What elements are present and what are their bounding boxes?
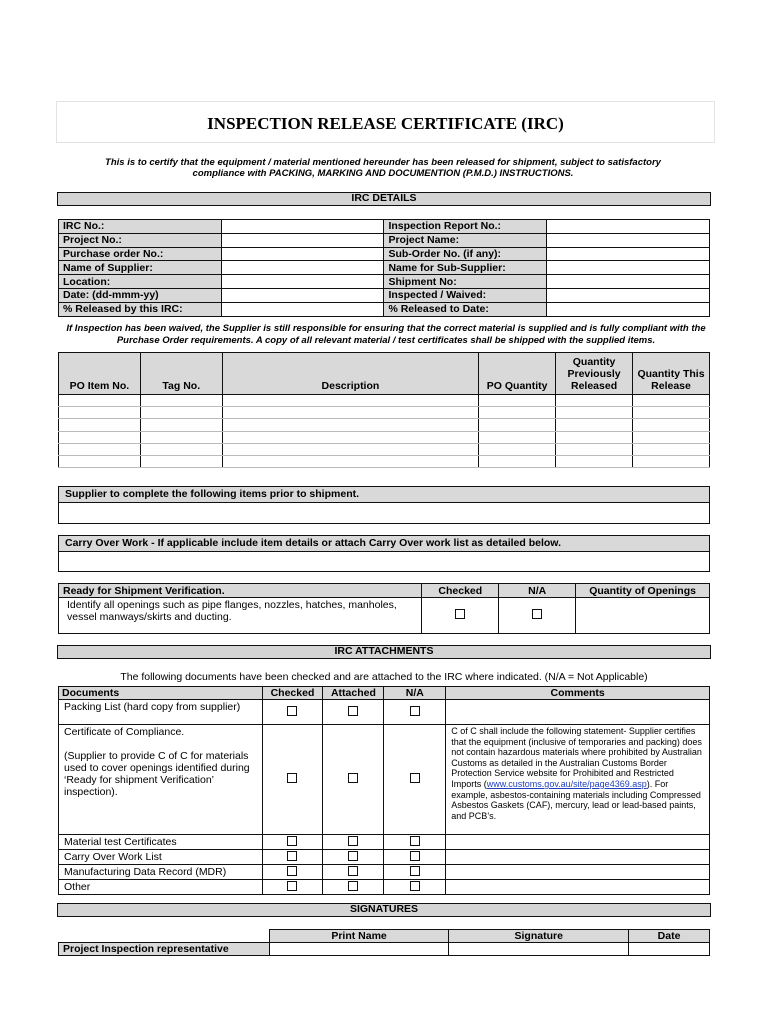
ready-openings-input[interactable]: [576, 598, 710, 634]
carry-over-heading: Carry Over Work - If applicable include item details or attach Carry Over work list as detailed below.: [59, 536, 709, 552]
item-cell[interactable]: [556, 395, 633, 407]
item-cell[interactable]: [633, 431, 710, 443]
item-cell[interactable]: [479, 455, 556, 467]
att-check-cell: [384, 700, 446, 725]
irc-detail-value[interactable]: [547, 233, 710, 247]
att-col-checked: Checked: [262, 687, 323, 700]
att-doc-coc: Certificate of Compliance.: [64, 726, 185, 738]
col-tag: Tag No.: [140, 353, 222, 395]
irc-detail-value[interactable]: [221, 261, 384, 275]
irc-detail-value[interactable]: [547, 288, 710, 302]
table-row: [59, 431, 710, 443]
sig-row-label: Project Inspection representative: [59, 943, 270, 956]
attachments-heading: IRC ATTACHMENTS: [57, 645, 711, 659]
att-check-cell: [262, 850, 323, 865]
irc-detail-value[interactable]: [547, 247, 710, 261]
item-cell[interactable]: [222, 431, 478, 443]
item-cell[interactable]: [479, 395, 556, 407]
mdr-comment[interactable]: [446, 865, 710, 880]
intro-statement: This is to certify that the equipment / material mentioned hereunder has been released for shipment, subject to satisfactory compliance with PACKING, MARKING AND DOCUMENTION (P.M.D.) INSTRUCTIONS.: [105, 157, 661, 179]
mtc-comment[interactable]: [446, 835, 710, 850]
packing-comment[interactable]: [446, 700, 710, 725]
supplier-section: [58, 486, 710, 524]
irc-detail-label: % Released to Date:: [384, 302, 547, 316]
att-check-cell: [262, 880, 323, 895]
item-cell[interactable]: [59, 443, 141, 455]
att-check-cell: [323, 835, 384, 850]
irc-detail-value[interactable]: [547, 220, 710, 234]
col-po-quantity: PO Quantity: [479, 353, 556, 395]
signatures-heading: SIGNATURES: [57, 903, 711, 917]
irc-detail-value[interactable]: [221, 247, 384, 261]
item-cell[interactable]: [222, 407, 478, 419]
irc-detail-value[interactable]: [221, 288, 384, 302]
item-cell[interactable]: [222, 419, 478, 431]
sig-print-name-input[interactable]: [269, 943, 449, 956]
irc-detail-value[interactable]: [221, 275, 384, 289]
table-row: [59, 455, 710, 467]
ready-na-cell: [499, 598, 576, 634]
item-cell[interactable]: [59, 407, 141, 419]
sig-date-input[interactable]: [629, 943, 710, 956]
att-check-cell: [262, 835, 323, 850]
item-cell[interactable]: [556, 455, 633, 467]
irc-detail-label: Name for Sub-Supplier:: [384, 261, 547, 275]
item-cell[interactable]: [633, 419, 710, 431]
item-cell[interactable]: [140, 443, 222, 455]
coc-comment-text-end: ). For example, asbestos-containing materials including Compressed Asbestos Gaskets (CAF), mercury, lead or lead-based paints, and PCB’s.: [451, 778, 701, 821]
coc-comment-text: C of C shall include the following statement- Supplier certifies that the equipment (inclusive of temporaries and packing) does not contain hazardous materials where prohibited by Australian Customs as detailed in the Australian Customs Border Protection Service website for Prohibited and Restricted Imports (: [451, 726, 702, 789]
irc-detail-value[interactable]: [221, 220, 384, 234]
item-cell[interactable]: [479, 431, 556, 443]
item-cell[interactable]: [556, 407, 633, 419]
cow-comment[interactable]: [446, 850, 710, 865]
cow-attached-checkbox[interactable]: [348, 851, 358, 861]
page-title: INSPECTION RELEASE CERTIFICATE (IRC): [207, 114, 564, 133]
other-checked-checkbox[interactable]: [287, 881, 297, 891]
ready-col-checked: Checked: [422, 584, 499, 598]
col-description: Description: [222, 353, 478, 395]
ready-heading: Ready for Shipment Verification.: [59, 584, 422, 598]
irc-detail-value[interactable]: [547, 275, 710, 289]
irc-detail-label: % Released by this IRC:: [59, 302, 222, 316]
item-cell[interactable]: [479, 407, 556, 419]
mdr-attached-checkbox[interactable]: [348, 866, 358, 876]
irc-detail-value[interactable]: [547, 302, 710, 316]
col-qty-this-release: Quantity This Release: [633, 353, 710, 395]
item-cell[interactable]: [479, 419, 556, 431]
supplier-section-heading: Supplier to complete the following items prior to shipment.: [59, 487, 709, 503]
item-cell[interactable]: [556, 443, 633, 455]
coc-attached-checkbox[interactable]: [348, 773, 358, 783]
item-cell[interactable]: [59, 419, 141, 431]
irc-details-row: [59, 233, 710, 247]
other-comment[interactable]: [446, 880, 710, 895]
irc-detail-value[interactable]: [221, 302, 384, 316]
att-check-cell: [384, 865, 446, 880]
irc-details-row: [59, 247, 710, 261]
table-row: [59, 395, 710, 407]
item-cell[interactable]: [222, 443, 478, 455]
irc-details-row: [59, 275, 710, 289]
item-cell[interactable]: [633, 455, 710, 467]
att-check-cell: [384, 835, 446, 850]
packing-attached-checkbox[interactable]: [348, 706, 358, 716]
table-row: [59, 443, 710, 455]
irc-detail-value[interactable]: [547, 261, 710, 275]
irc-details-row: [59, 220, 710, 234]
coc-comment: [446, 725, 710, 835]
ready-checked-checkbox[interactable]: [455, 609, 465, 619]
att-doc-other: Other: [59, 880, 263, 895]
mtc-attached-checkbox[interactable]: [348, 836, 358, 846]
att-check-cell: [384, 725, 446, 835]
irc-details-heading: IRC DETAILS: [57, 192, 711, 206]
attachments-table: [58, 686, 710, 895]
signatures-table: [58, 929, 710, 956]
ready-checked-cell: [422, 598, 499, 634]
item-cell[interactable]: [633, 443, 710, 455]
irc-detail-label: Project Name:: [384, 233, 547, 247]
item-cell[interactable]: [140, 431, 222, 443]
att-check-cell: [323, 865, 384, 880]
ready-for-shipment-table: [58, 583, 710, 634]
irc-detail-label: Inspection Report No.:: [384, 220, 547, 234]
sig-col-date: Date: [629, 930, 710, 943]
irc-detail-label: Purchase order No.:: [59, 247, 222, 261]
att-check-cell: [262, 865, 323, 880]
att-doc-carry-over: Carry Over Work List: [59, 850, 263, 865]
col-qty-previously: Quantity Previously Released: [556, 353, 633, 395]
other-na-checkbox[interactable]: [410, 881, 420, 891]
item-cell[interactable]: [222, 395, 478, 407]
attachments-intro: The following documents have been checked and are attached to the IRC where indicated. (N/A = Not Applicable): [120, 671, 648, 683]
att-doc-coc-cell: [59, 725, 263, 835]
att-col-documents: Documents: [59, 687, 263, 700]
item-cell[interactable]: [633, 395, 710, 407]
item-cell[interactable]: [59, 455, 141, 467]
att-check-cell: [384, 880, 446, 895]
item-cell[interactable]: [140, 455, 222, 467]
packing-na-checkbox[interactable]: [410, 706, 420, 716]
mtc-checked-checkbox[interactable]: [287, 836, 297, 846]
item-cell[interactable]: [140, 395, 222, 407]
irc-detail-label: IRC No.:: [59, 220, 222, 234]
ready-col-na: N/A: [499, 584, 576, 598]
att-col-attached: Attached: [323, 687, 384, 700]
table-row: [59, 419, 710, 431]
packing-checked-checkbox[interactable]: [287, 706, 297, 716]
sig-blank-header: [59, 930, 270, 943]
other-attached-checkbox[interactable]: [348, 881, 358, 891]
coc-checked-checkbox[interactable]: [287, 773, 297, 783]
sig-signature-input[interactable]: [449, 943, 629, 956]
irc-detail-label: Date: (dd-mmm-yy): [59, 288, 222, 302]
item-cell[interactable]: [140, 419, 222, 431]
irc-details-row: [59, 261, 710, 275]
item-cell[interactable]: [556, 431, 633, 443]
customs-website-link[interactable]: www.customs.gov.au/site/page4369.asp: [486, 778, 647, 789]
att-check-cell: [384, 850, 446, 865]
item-cell[interactable]: [479, 443, 556, 455]
item-cell[interactable]: [59, 431, 141, 443]
att-check-cell: [262, 700, 323, 725]
att-check-cell: [323, 700, 384, 725]
att-col-na: N/A: [384, 687, 446, 700]
item-cell[interactable]: [140, 407, 222, 419]
irc-details-row: [59, 302, 710, 316]
att-doc-packing-list: Packing List (hard copy from supplier): [59, 700, 263, 725]
irc-detail-label: Inspected / Waived:: [384, 288, 547, 302]
irc-detail-label: Sub-Order No. (if any):: [384, 247, 547, 261]
waiver-note: If Inspection has been waived, the Supplier is still responsible for ensuring that the correct material is supplied and is fully compliant with the Purchase Order requirements. A copy of all relevant material / test certificates shall be shipped with the supplied items.: [66, 323, 706, 346]
cow-na-checkbox[interactable]: [410, 851, 420, 861]
ready-na-checkbox[interactable]: [532, 609, 542, 619]
mdr-na-checkbox[interactable]: [410, 866, 420, 876]
item-cell[interactable]: [222, 455, 478, 467]
att-doc-mdr: Manufacturing Data Record (MDR): [59, 865, 263, 880]
item-cell[interactable]: [556, 419, 633, 431]
sig-col-print-name: Print Name: [269, 930, 449, 943]
irc-detail-value[interactable]: [221, 233, 384, 247]
irc-detail-label: Location:: [59, 275, 222, 289]
items-table: [58, 352, 710, 468]
item-cell[interactable]: [59, 395, 141, 407]
col-po-item: PO Item No.: [59, 353, 141, 395]
item-cell[interactable]: [633, 407, 710, 419]
att-col-comments: Comments: [446, 687, 710, 700]
mtc-na-checkbox[interactable]: [410, 836, 420, 846]
att-check-cell: [323, 725, 384, 835]
carry-over-section: [58, 535, 710, 572]
ready-col-openings: Quantity of Openings: [576, 584, 710, 598]
irc-details-row: [59, 288, 710, 302]
mdr-checked-checkbox[interactable]: [287, 866, 297, 876]
att-doc-material-test: Material test Certificates: [59, 835, 263, 850]
att-check-cell: [323, 850, 384, 865]
irc-detail-label: Project No.:: [59, 233, 222, 247]
ready-instructions: Identify all openings such as pipe flanges, nozzles, hatches, manholes, vessel manways/skirts and ducting.: [59, 598, 422, 634]
table-row: [59, 407, 710, 419]
att-doc-coc-note: (Supplier to provide C of C for materials used to cover openings identified during ‘Ready for shipment Verification’ inspection).: [64, 750, 250, 798]
coc-na-checkbox[interactable]: [410, 773, 420, 783]
irc-details-table: [58, 219, 710, 317]
cow-checked-checkbox[interactable]: [287, 851, 297, 861]
irc-detail-label: Name of Supplier:: [59, 261, 222, 275]
att-check-cell: [262, 725, 323, 835]
irc-detail-label: Shipment No:: [384, 275, 547, 289]
sig-col-signature: Signature: [449, 930, 629, 943]
att-check-cell: [323, 880, 384, 895]
